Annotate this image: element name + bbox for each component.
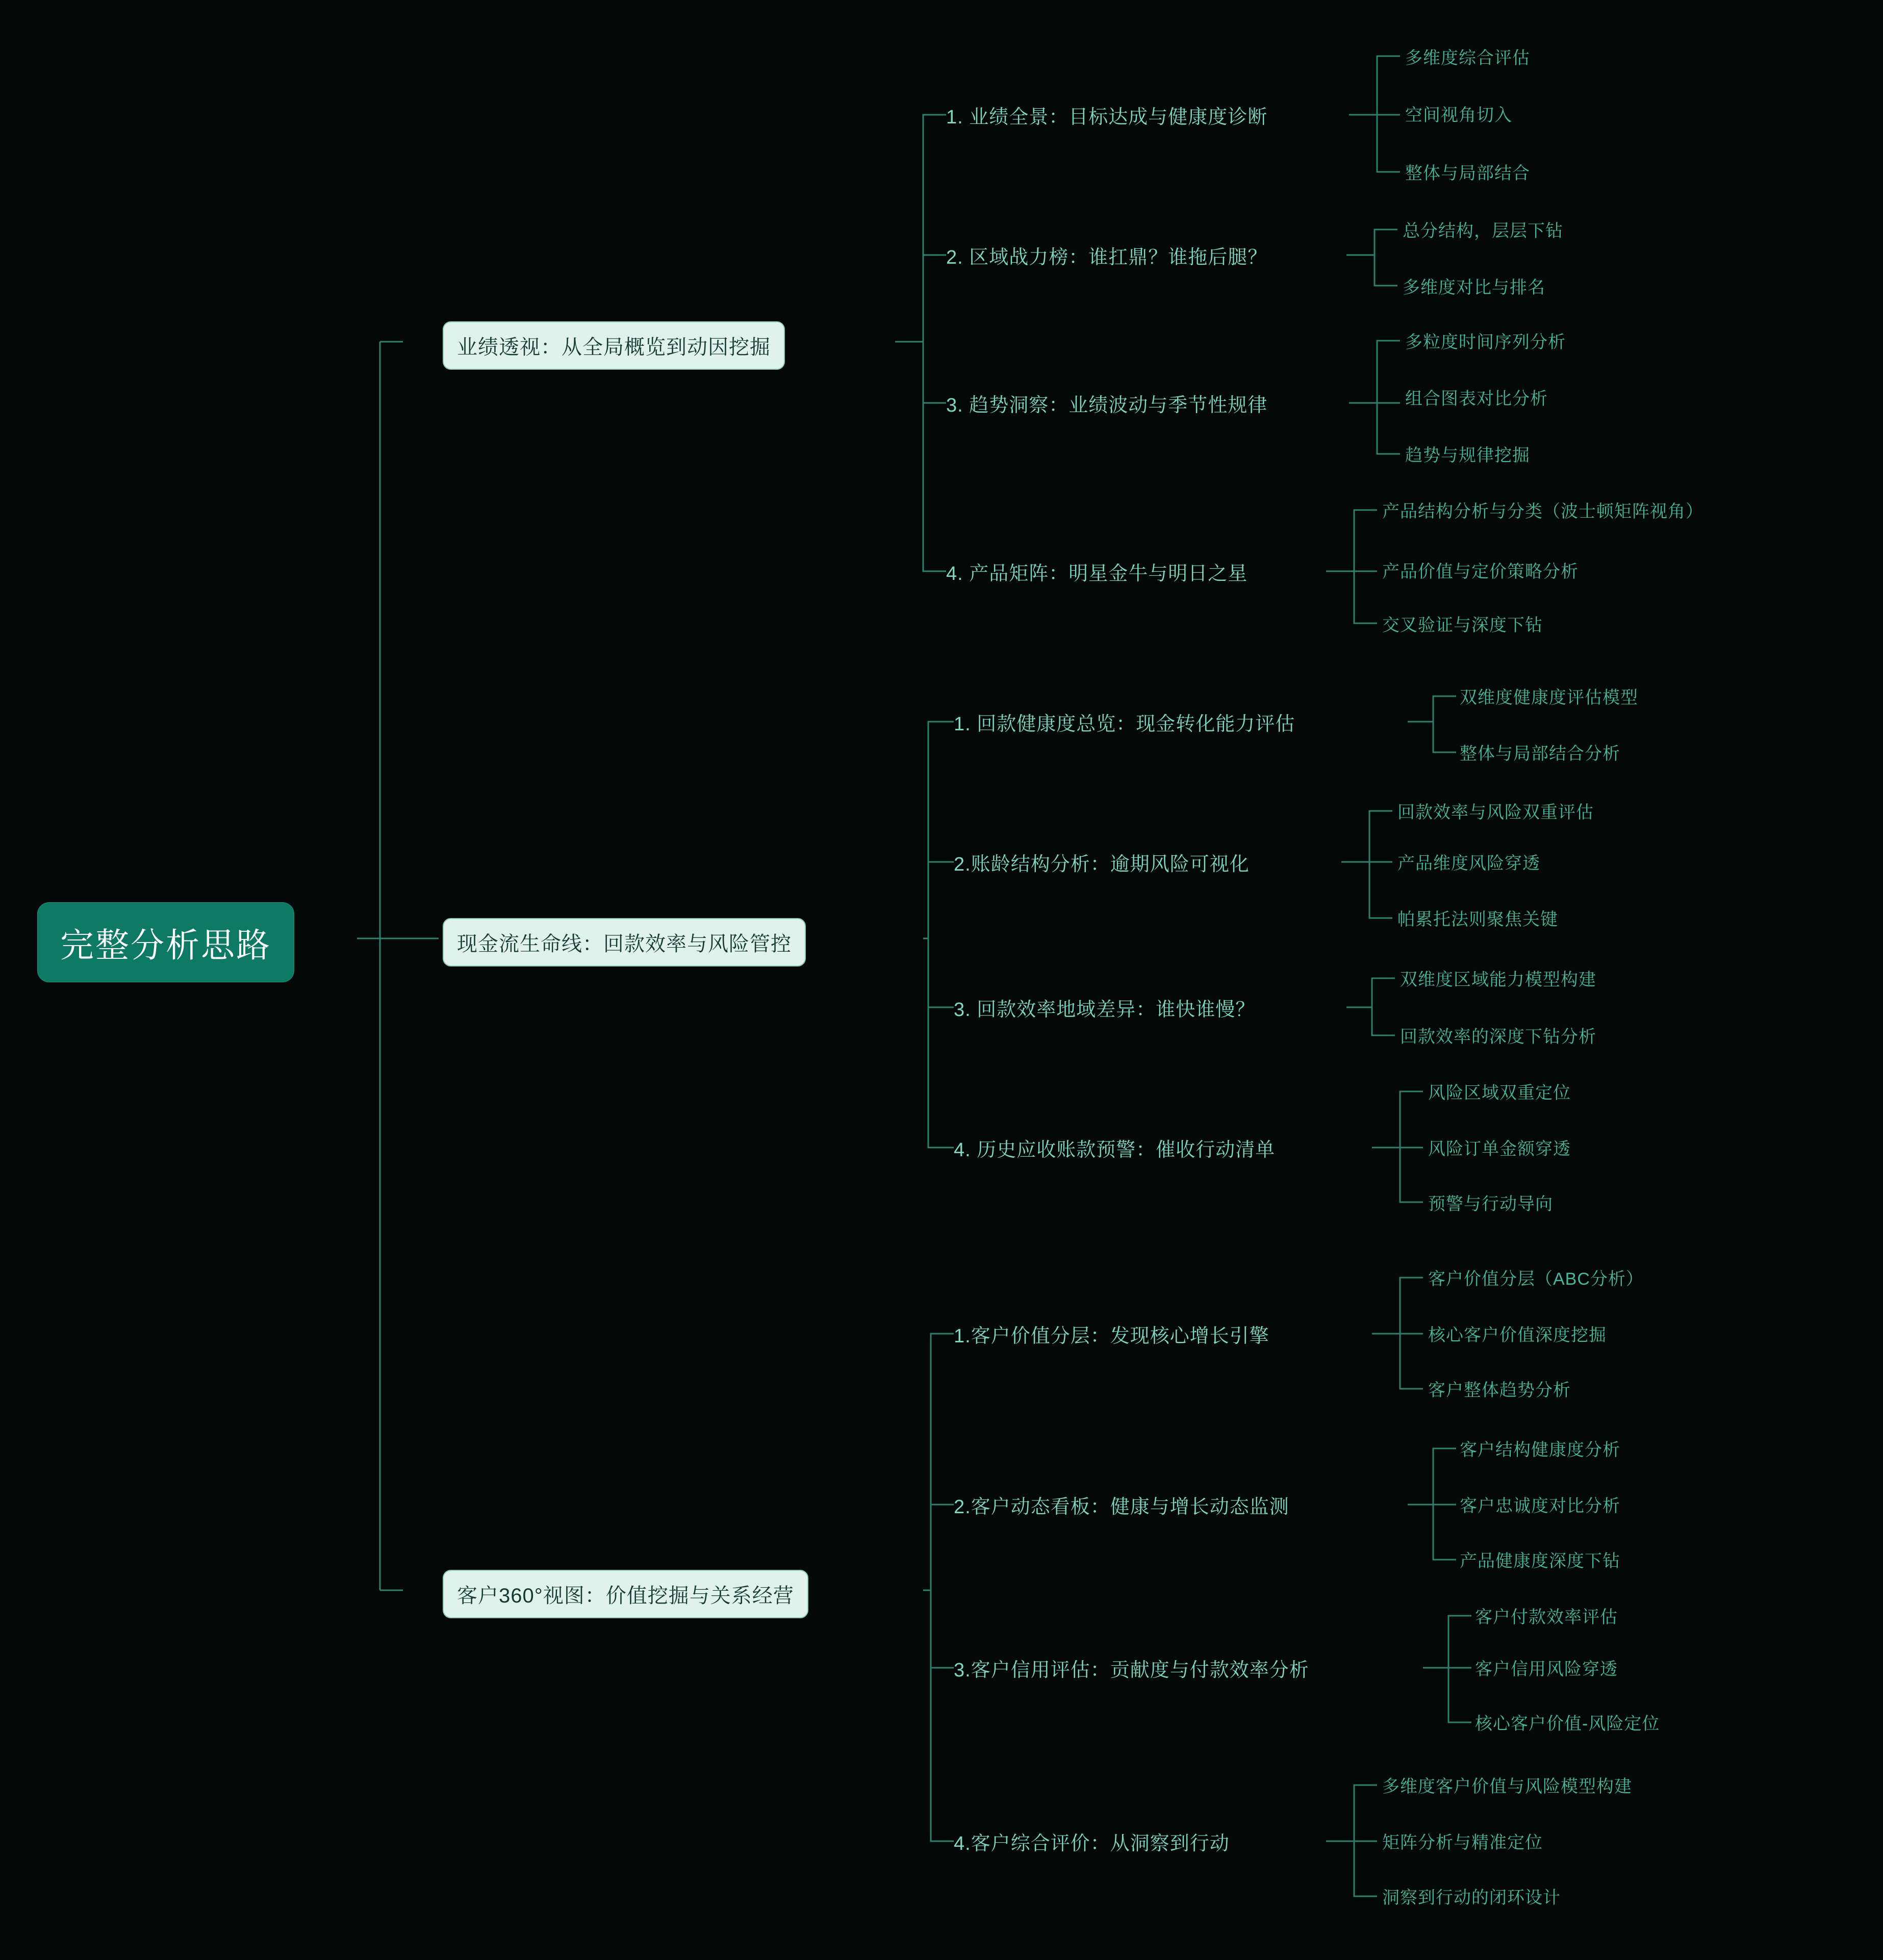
leaf-node-1-4-1[interactable]: 产品结构分析与分类（波士顿矩阵视角） — [1382, 502, 1703, 521]
root-node[interactable]: 完整分析思路 — [38, 903, 294, 982]
leaf-node-3-4-2[interactable]: 矩阵分析与精准定位 — [1382, 1833, 1543, 1852]
leaf-node-2-3-2[interactable]: 回款效率的深度下钻分析 — [1400, 1027, 1596, 1047]
leaf-node-3-2-2[interactable]: 客户忠诚度对比分析 — [1460, 1496, 1620, 1516]
leaf-node-2-2-2[interactable]: 产品维度风险穿透 — [1397, 854, 1540, 873]
leaf-node-1-3-3[interactable]: 趋势与规律挖掘 — [1405, 446, 1530, 465]
topic-node-2-4[interactable]: 4. 历史应收账款预警：催收行动清单 — [954, 1139, 1276, 1161]
leaf-node-2-4-2[interactable]: 风险订单金额穿透 — [1428, 1139, 1571, 1159]
leaf-node-2-1-2[interactable]: 整体与局部结合分析 — [1460, 744, 1620, 763]
leaf-node-3-2-3[interactable]: 产品健康度深度下钻 — [1460, 1551, 1620, 1571]
leaf-node-3-2-1[interactable]: 客户结构健康度分析 — [1460, 1440, 1620, 1460]
leaf-node-1-1-2[interactable]: 空间视角切入 — [1405, 106, 1512, 125]
topic-node-3-4[interactable]: 4.客户综合评价：从洞察到行动 — [954, 1833, 1230, 1854]
topic-node-3-1[interactable]: 1.客户价值分层：发现核心增长引擎 — [954, 1326, 1269, 1347]
topic-node-2-2[interactable]: 2.账龄结构分析：逾期风险可视化 — [954, 854, 1250, 875]
branch-node-3[interactable]: 客户360°视图：价值挖掘与关系经营 — [443, 1570, 808, 1618]
leaf-node-2-4-1[interactable]: 风险区域双重定位 — [1428, 1083, 1571, 1103]
leaf-node-3-3-3[interactable]: 核心客户价值-风险定位 — [1475, 1714, 1660, 1734]
leaf-node-1-3-1[interactable]: 多粒度时间序列分析 — [1405, 333, 1566, 352]
leaf-node-1-1-3[interactable]: 整体与局部结合 — [1405, 164, 1530, 183]
leaf-node-1-2-1[interactable]: 总分结构，层层下钻 — [1403, 221, 1563, 241]
topic-node-3-3[interactable]: 3.客户信用评估：贡献度与付款效率分析 — [954, 1660, 1309, 1681]
branch-node-2[interactable]: 现金流生命线：回款效率与风险管控 — [443, 918, 806, 966]
leaf-node-1-3-2[interactable]: 组合图表对比分析 — [1405, 389, 1548, 409]
leaf-node-2-2-1[interactable]: 回款效率与风险双重评估 — [1397, 803, 1594, 822]
leaf-node-3-4-3[interactable]: 洞察到行动的闭环设计 — [1382, 1888, 1561, 1907]
topic-node-3-2[interactable]: 2.客户动态看板：健康与增长动态监测 — [954, 1496, 1289, 1518]
leaf-node-2-3-1[interactable]: 双维度区域能力模型构建 — [1400, 970, 1596, 989]
topic-node-1-1[interactable]: 1. 业绩全景：目标达成与健康度诊断 — [946, 107, 1268, 128]
leaf-node-3-1-3[interactable]: 客户整体趋势分析 — [1428, 1381, 1571, 1400]
leaf-node-3-1-2[interactable]: 核心客户价值深度挖掘 — [1428, 1326, 1607, 1345]
leaf-node-1-4-3[interactable]: 交叉验证与深度下钻 — [1382, 616, 1543, 635]
leaf-node-2-1-1[interactable]: 双维度健康度评估模型 — [1460, 688, 1638, 707]
topic-node-1-4[interactable]: 4. 产品矩阵：明星金牛与明日之星 — [946, 563, 1248, 584]
topic-node-2-1[interactable]: 1. 回款健康度总览：现金转化能力评估 — [954, 714, 1295, 735]
branch-node-1[interactable]: 业绩透视：从全局概览到动因挖掘 — [443, 321, 785, 370]
leaf-node-1-4-2[interactable]: 产品价值与定价策略分析 — [1382, 562, 1579, 581]
leaf-node-2-2-3[interactable]: 帕累托法则聚焦关键 — [1397, 910, 1558, 929]
leaf-node-3-4-1[interactable]: 多维度客户价值与风险模型构建 — [1382, 1777, 1632, 1796]
leaf-node-3-3-2[interactable]: 客户信用风险穿透 — [1475, 1660, 1618, 1679]
leaf-node-3-1-1[interactable]: 客户价值分层（ABC分析） — [1428, 1269, 1644, 1289]
topic-node-1-3[interactable]: 3. 趋势洞察：业绩波动与季节性规律 — [946, 395, 1268, 416]
leaf-node-3-3-1[interactable]: 客户付款效率评估 — [1475, 1608, 1618, 1627]
leaf-node-1-2-2[interactable]: 多维度对比与排名 — [1403, 278, 1545, 297]
leaf-node-2-4-3[interactable]: 预警与行动导向 — [1428, 1194, 1553, 1214]
topic-node-2-3[interactable]: 3. 回款效率地域差异：谁快谁慢？ — [954, 999, 1256, 1021]
leaf-node-1-1-1[interactable]: 多维度综合评估 — [1405, 48, 1530, 68]
topic-node-1-2[interactable]: 2. 区域战力榜：谁扛鼎？谁拖后腿？ — [946, 247, 1268, 268]
